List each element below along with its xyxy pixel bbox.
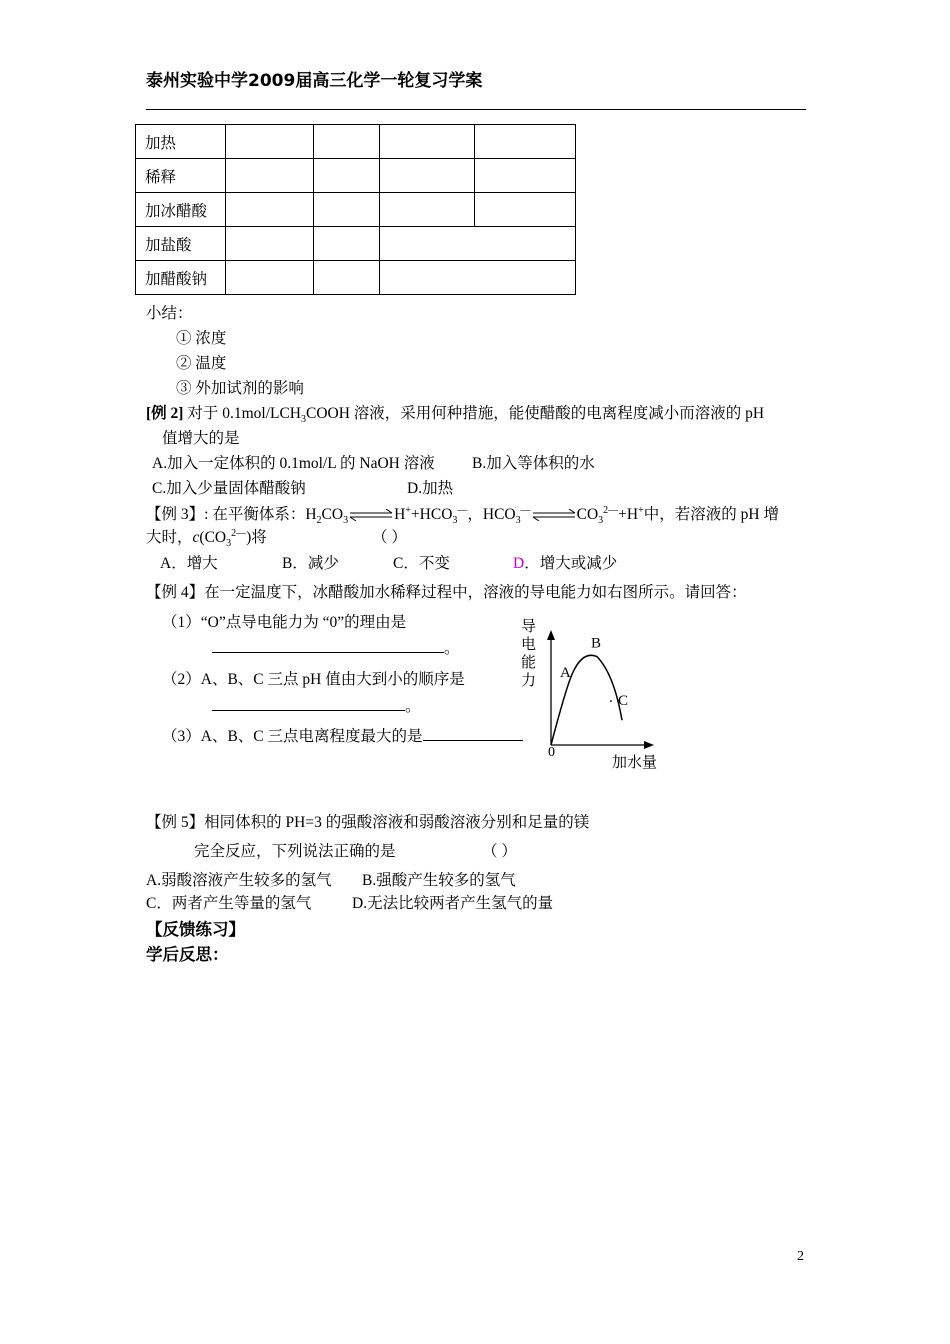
example4-q3: （3）A、B、C 三点电离程度最大的是 xyxy=(162,724,523,746)
origin-label: 0 xyxy=(548,745,555,760)
example5-option-a: A.弱酸溶液产生较多的氢气 xyxy=(146,872,332,889)
example2-tag: [例 2] xyxy=(146,405,184,422)
answer-blank[interactable] xyxy=(212,638,444,653)
example5-answer-paren: （ ） xyxy=(482,843,517,860)
summary-item: ② 温度 xyxy=(176,355,227,372)
example4-line1: 【例 4】在一定温度下，冰醋酸加水稀释过程中，溶液的导电能力如右图所示。请回答： xyxy=(146,584,747,601)
header-rule xyxy=(146,109,806,110)
row-label: 加盐酸 xyxy=(136,227,226,261)
table-row xyxy=(136,261,576,295)
example5-tag: 【例 5】 xyxy=(146,814,205,831)
example3-line1: 【例 3】: 在平衡体系：$H_2CO_3$ $H^++HCO_3^—$，$HCO_3^—$ $CO_3^{2—}+H^+$中，若溶液的 pH 增 xyxy=(146,504,779,527)
example3-tag: 【例 3】 xyxy=(146,506,205,523)
y-axis-arrow xyxy=(547,630,555,640)
example2-line1: [例 2] 对于 $0.1mol/LCH_3COOH$ 溶液，采用何种措施，能使醋酸的电离程度减小而溶液的 pH xyxy=(146,405,765,426)
conductivity-chart xyxy=(510,612,680,777)
example5-line2: 完全反应，下列说法正确的是 xyxy=(194,843,396,860)
example2-option-a: A.加入一定体积的 0.1mol/L 的 NaOH 溶液 xyxy=(152,455,435,472)
example4-q2-blank: 。 xyxy=(212,694,421,716)
example5-option-c: C．两者产生等量的氢气 xyxy=(146,895,312,912)
table-row xyxy=(136,227,576,261)
summary-item: ③ 外加试剂的影响 xyxy=(176,380,304,397)
example2-option-b: B.加入等体积的水 xyxy=(472,455,595,472)
row-label: 加冰醋酸 xyxy=(136,193,226,227)
example3-line2: 大时，$c(CO_3^{2—})$将 xyxy=(146,527,267,550)
example3-option-a: A．增大 xyxy=(160,555,218,572)
example4-q1-blank: 。 xyxy=(212,636,460,658)
example5-option-b: B.强酸产生较多的氢气 xyxy=(362,872,516,889)
answer-blank[interactable] xyxy=(212,696,405,711)
page-header-title: 泰州实验中学2009届高三化学一轮复习学案 xyxy=(146,71,483,91)
option-d-letter: D xyxy=(513,555,525,572)
answer-blank[interactable] xyxy=(423,726,523,741)
y-label-char: 能 xyxy=(521,653,537,671)
x-axis-arrow xyxy=(644,741,654,749)
ionization-table xyxy=(135,124,576,295)
example2-option-d: D.加热 xyxy=(407,480,454,497)
feedback-title: 【反馈练习】 xyxy=(146,920,245,939)
example4-q2: （2）A、B、C 三点 pH 值由大到小的顺序是 xyxy=(162,671,465,688)
y-label-char: 电 xyxy=(521,635,537,653)
summary-item: ① 浓度 xyxy=(176,330,227,347)
point-label-b: B xyxy=(591,635,602,652)
x-axis-label: 加水量 xyxy=(612,753,658,771)
summary-title: 小结： xyxy=(146,305,193,322)
page-number: 2 xyxy=(797,1249,804,1264)
example2-option-c: C.加入少量固体醋酸钠 xyxy=(152,480,306,497)
point-dot-c: . xyxy=(609,690,613,707)
row-label: 加热 xyxy=(136,125,226,159)
table-row xyxy=(136,193,576,227)
example2-line2: 值增大的是 xyxy=(162,430,240,447)
example3-answer-paren: （ ） xyxy=(372,529,407,546)
equilibrium-arrow-icon xyxy=(348,509,394,521)
example5-option-d: D.无法比较两者产生氢气的量 xyxy=(352,895,554,912)
example3-option-b: B．减少 xyxy=(282,555,339,572)
point-label-a: A xyxy=(560,665,571,682)
equilibrium-arrow-icon xyxy=(531,509,577,521)
reflection-title: 学后反思： xyxy=(146,945,229,964)
table-row xyxy=(136,159,576,193)
example5-line1: 【例 5】相同体积的 PH=3 的强酸溶液和弱酸溶液分别和足量的镁 xyxy=(146,814,590,831)
row-label: 稀释 xyxy=(136,159,226,193)
point-label-c: C xyxy=(618,693,629,710)
y-label-char: 力 xyxy=(521,671,537,689)
row-label: 加醋酸钠 xyxy=(136,261,226,295)
table-row xyxy=(136,125,576,159)
example3-option-d: D．增大或减少 xyxy=(513,555,618,572)
example4-q1: （1）“O”点导电能力为 “0”的理由是 xyxy=(162,614,407,631)
y-label-char: 导 xyxy=(521,617,537,635)
example3-option-c: C．不变 xyxy=(393,555,450,572)
example4-tag: 【例 4】 xyxy=(146,584,205,601)
